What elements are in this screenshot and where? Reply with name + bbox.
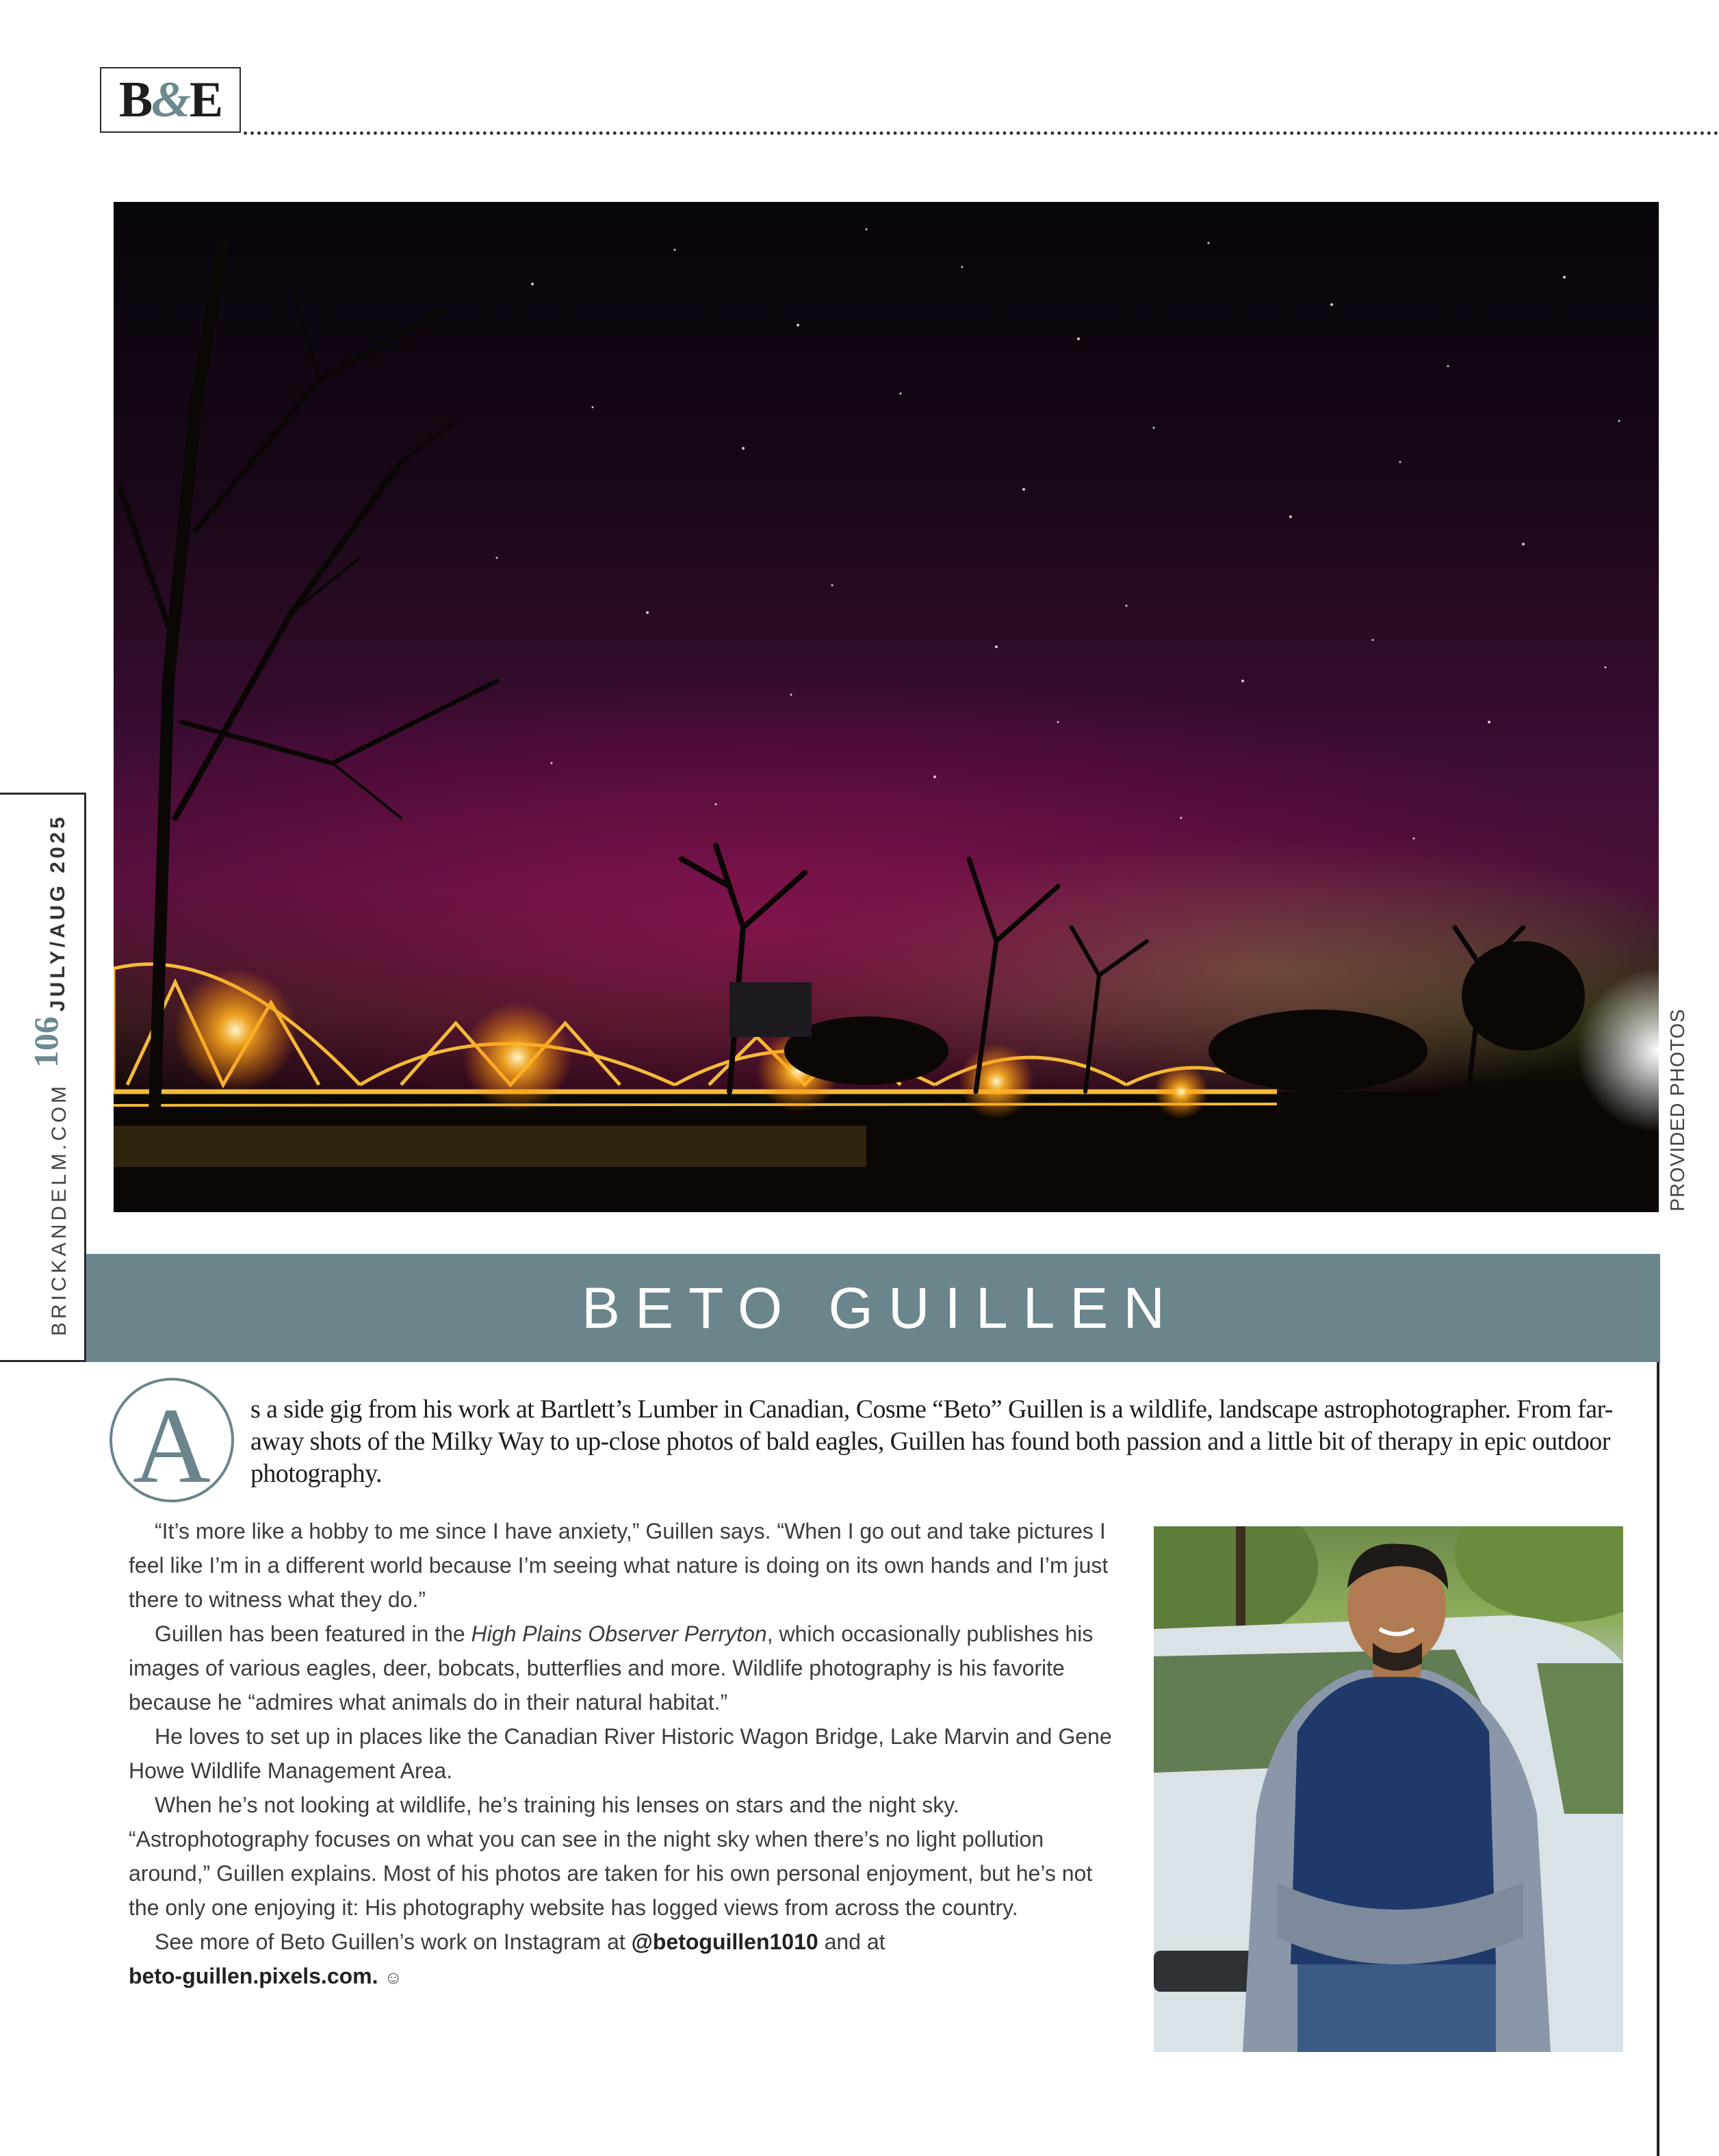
- body-paragraph: [129, 1617, 1128, 1719]
- intro-paragraph: s a side gig from his work at Bartlett’s Lumber in Canadian, Cosme “Beto” Guillen is a wildlife, landscape astrophotographer. From far-away shots of the Milky Way to up-close photos of bald eagles, Guillen has found both passion and a little bit of therapy in epic outdoor photography.: [250, 1395, 1613, 1488]
- logo-e: E: [189, 71, 222, 128]
- photo-credit: PROVIDED PHOTOS: [1667, 1008, 1689, 1211]
- instagram-handle-link[interactable]: @betoguillen1010: [631, 1929, 818, 1954]
- body-text: and at: [818, 1929, 886, 1954]
- body-paragraph: [129, 1925, 1128, 1959]
- publication-name: High Plains Observer Perryton: [471, 1621, 767, 1646]
- logo-ampersand: &: [151, 71, 190, 128]
- page-number: 106: [27, 1016, 65, 1068]
- sidebar-credit-box: [0, 793, 86, 1362]
- hero-photo-art: [114, 202, 1659, 1212]
- body-text: , which occasionally publishes his images of various eagles, deer, bobcats, butterflies and more. Wildlife photography is his favorite because he “admires what animals do in their natural habitat.”: [129, 1621, 1094, 1715]
- article-body: [129, 1514, 1128, 1994]
- right-column-rule: [1657, 1362, 1659, 2156]
- body-paragraph: He loves to set up in places like the Canadian River Historic Wagon Bridge, Lake Marvin and Gene Howe Wildlife Management Area.: [129, 1724, 1112, 1783]
- body-paragraph: When he’s not looking at wildlife, he’s training his lenses on stars and the night sky. “Astrophotography focuses on what you can see in the night sky when there’s no light pollution around,” Guillen explains. Most of his photos are taken for his own personal enjoyment, but he’s not the only one enjoying it: His photography website has logged views from across the country.: [129, 1793, 1093, 1920]
- issue-date: JULY/AUG 2025: [47, 813, 69, 1012]
- header-dotted-rule: [244, 131, 1719, 135]
- title-banner: [86, 1254, 1660, 1362]
- body-paragraph: “It’s more like a hobby to me since I have anxiety,” Guillen says. “When I go out and take pictures I feel like I’m in a different world because I’m seeing what nature is doing on its own hands and I’m just there to witness what they do.”: [129, 1519, 1109, 1612]
- body-paragraph: [129, 1959, 1128, 1994]
- body-text: See more of Beto Guillen’s work on Instagram at: [155, 1929, 632, 1954]
- site-url: BRICKANDELM.COM: [48, 1082, 70, 1336]
- drop-cap: [109, 1378, 234, 1506]
- hero-photo-aurora-bridge: [114, 202, 1659, 1212]
- portrait-photo-art: [1154, 1526, 1623, 2052]
- body-text: Guillen has been featured in the: [155, 1621, 471, 1646]
- logo-b: B: [118, 71, 152, 128]
- drop-cap-letter: A: [132, 1386, 211, 1506]
- magazine-logo: [100, 67, 241, 133]
- portrait-photo: [1154, 1526, 1623, 2052]
- article-title: BETO GUILLEN: [582, 1275, 1180, 1340]
- end-mark-icon: ☺: [384, 1967, 402, 1988]
- website-link[interactable]: beto-guillen.pixels.com.: [129, 1964, 378, 1988]
